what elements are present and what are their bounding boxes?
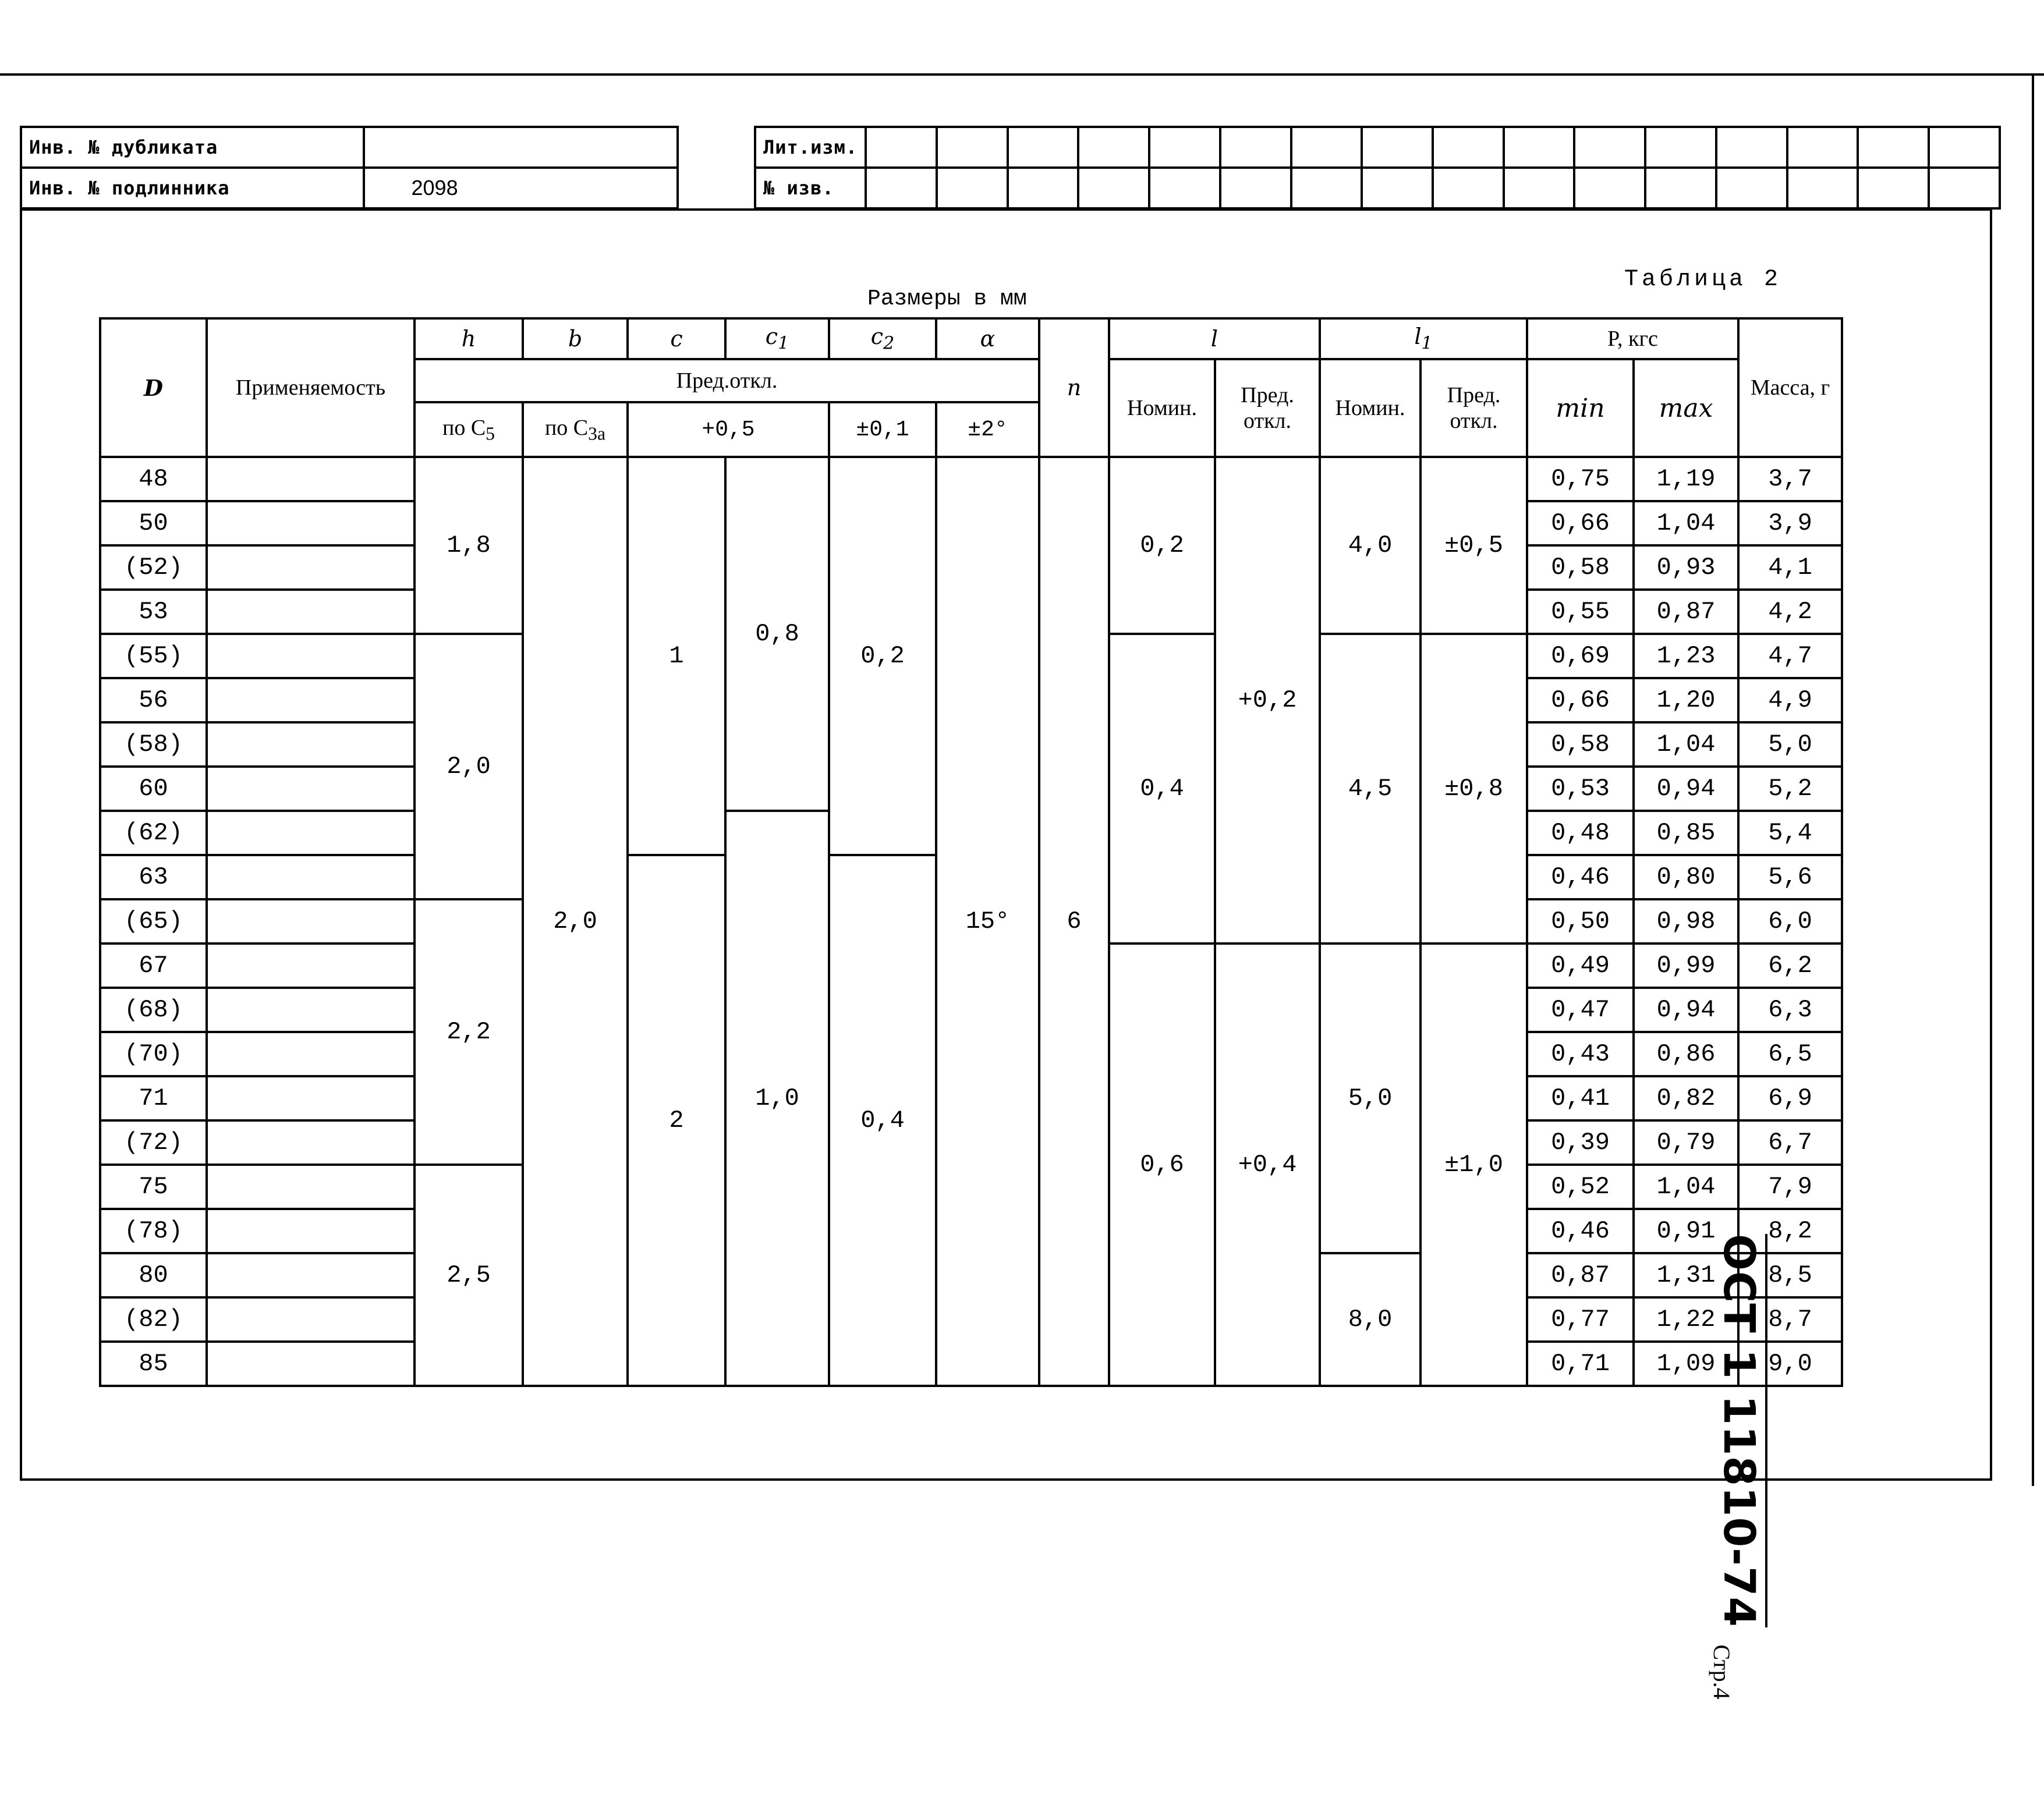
stamp-cell bbox=[1504, 168, 1575, 208]
stamp-cell bbox=[866, 168, 937, 208]
header-l-tol: Пред. откл. bbox=[1215, 359, 1320, 457]
cell-l1-tol: ±0,8 bbox=[1420, 634, 1527, 944]
table-caption: Таблица 2 bbox=[1624, 267, 1782, 293]
cell-p-max: 0,99 bbox=[1634, 944, 1738, 988]
cell-p-max: 1,31 bbox=[1634, 1253, 1738, 1297]
cell-D: 50 bbox=[100, 501, 207, 545]
cell-p-min: 0,87 bbox=[1527, 1253, 1634, 1297]
cell-applicability bbox=[207, 722, 415, 767]
cell-p-max: 1,09 bbox=[1634, 1342, 1738, 1386]
cell-D: 56 bbox=[100, 678, 207, 722]
stamp-cell bbox=[937, 127, 1008, 168]
header-P: P, кгс bbox=[1527, 318, 1738, 359]
cell-applicability bbox=[207, 634, 415, 678]
cell-p-min: 0,66 bbox=[1527, 678, 1634, 722]
cell-c1: 0,8 bbox=[725, 457, 829, 811]
stamp-cell bbox=[1504, 127, 1575, 168]
cell-applicability bbox=[207, 855, 415, 899]
cell-applicability bbox=[207, 545, 415, 590]
header-c2-tol: ±0,1 bbox=[829, 402, 936, 457]
cell-l-nom: 0,4 bbox=[1109, 634, 1215, 944]
cell-applicability bbox=[207, 1076, 415, 1120]
cell-p-min: 0,49 bbox=[1527, 944, 1634, 988]
cell-alpha: 15° bbox=[936, 457, 1039, 1386]
cell-mass: 6,9 bbox=[1738, 1076, 1842, 1120]
cell-l1-nom: 4,5 bbox=[1320, 634, 1420, 944]
cell-h: 2,0 bbox=[415, 634, 523, 899]
cell-mass: 4,2 bbox=[1738, 590, 1842, 634]
cell-applicability bbox=[207, 811, 415, 855]
dimensions-table bbox=[99, 317, 1843, 1387]
stamp-notice-label: № изв. bbox=[755, 168, 866, 208]
header-c: c bbox=[628, 318, 725, 359]
cell-p-max: 1,19 bbox=[1634, 457, 1738, 501]
stamp-cell bbox=[1220, 168, 1291, 208]
cell-applicability bbox=[207, 1209, 415, 1253]
header-b-tol-sub: 3а bbox=[588, 423, 606, 444]
header-l: l bbox=[1109, 318, 1320, 359]
header-c1 bbox=[725, 318, 829, 359]
cell-l-nom: 0,2 bbox=[1109, 457, 1215, 634]
header-c1-letter: c bbox=[765, 324, 778, 350]
cell-D: (55) bbox=[100, 634, 207, 678]
cell-mass: 4,1 bbox=[1738, 545, 1842, 590]
cell-mass: 5,6 bbox=[1738, 855, 1842, 899]
cell-mass: 6,5 bbox=[1738, 1032, 1842, 1076]
cell-p-max: 0,87 bbox=[1634, 590, 1738, 634]
stamp-change-letter-label: Лит.изм. bbox=[755, 127, 866, 168]
stamp-cell bbox=[1078, 127, 1149, 168]
header-p-min: min bbox=[1527, 359, 1634, 457]
cell-D: (68) bbox=[100, 988, 207, 1032]
cell-mass: 5,0 bbox=[1738, 722, 1842, 767]
header-c1-sub: 1 bbox=[778, 333, 789, 354]
stamp-cell bbox=[1929, 168, 2000, 208]
cell-p-max: 1,22 bbox=[1634, 1297, 1738, 1342]
stamp-cell bbox=[1929, 127, 2000, 168]
header-p-max: max bbox=[1634, 359, 1738, 457]
cell-applicability bbox=[207, 457, 415, 501]
cell-p-max: 0,94 bbox=[1634, 767, 1738, 811]
stamp-cell bbox=[1362, 127, 1433, 168]
cell-l1-nom: 8,0 bbox=[1320, 1253, 1420, 1386]
cell-D: (72) bbox=[100, 1120, 207, 1165]
header-b: b bbox=[523, 318, 628, 359]
cell-c: 2 bbox=[628, 855, 725, 1386]
cell-applicability bbox=[207, 1253, 415, 1297]
header-h-tol bbox=[415, 402, 523, 457]
stamp-cell bbox=[1716, 127, 1787, 168]
cell-p-max: 0,82 bbox=[1634, 1076, 1738, 1120]
cell-mass: 4,7 bbox=[1738, 634, 1842, 678]
stamp-cell bbox=[1787, 168, 1858, 208]
cell-mass: 8,7 bbox=[1738, 1297, 1842, 1342]
stamp-cell bbox=[1433, 127, 1504, 168]
stamp-cell bbox=[1787, 127, 1858, 168]
stamp-cell bbox=[1858, 127, 1929, 168]
header-l1-letter: l bbox=[1414, 324, 1422, 350]
cell-D: 60 bbox=[100, 767, 207, 811]
stamp-cell bbox=[866, 127, 937, 168]
cell-D: (78) bbox=[100, 1209, 207, 1253]
cell-mass: 7,9 bbox=[1738, 1165, 1842, 1209]
header-alpha: α bbox=[936, 318, 1039, 359]
stamp-cell bbox=[1291, 168, 1362, 208]
cell-applicability bbox=[207, 1120, 415, 1165]
cell-h: 2,2 bbox=[415, 899, 523, 1165]
cell-p-min: 0,41 bbox=[1527, 1076, 1634, 1120]
header-pred-otkl: Пред.откл. bbox=[415, 359, 1039, 402]
cell-c2: 0,2 bbox=[829, 457, 936, 855]
cell-D: (58) bbox=[100, 722, 207, 767]
cell-D: (70) bbox=[100, 1032, 207, 1076]
header-c2 bbox=[829, 318, 936, 359]
stamp-cell bbox=[1858, 168, 1929, 208]
cell-p-min: 0,71 bbox=[1527, 1342, 1634, 1386]
cell-n: 6 bbox=[1039, 457, 1109, 1386]
stamp-cell bbox=[1291, 127, 1362, 168]
cell-p-min: 0,47 bbox=[1527, 988, 1634, 1032]
cell-l1-tol: ±0,5 bbox=[1420, 457, 1527, 634]
inner-frame-left bbox=[20, 210, 22, 1481]
cell-mass: 6,3 bbox=[1738, 988, 1842, 1032]
cell-p-max: 0,94 bbox=[1634, 988, 1738, 1032]
stamp-cell bbox=[1149, 127, 1220, 168]
cell-p-min: 0,46 bbox=[1527, 855, 1634, 899]
cell-applicability bbox=[207, 1032, 415, 1076]
cell-l-nom: 0,6 bbox=[1109, 944, 1215, 1386]
header-l1-tol: Пред. откл. bbox=[1420, 359, 1527, 457]
cell-mass: 8,2 bbox=[1738, 1209, 1842, 1253]
cell-D: 67 bbox=[100, 944, 207, 988]
cell-applicability bbox=[207, 1297, 415, 1342]
header-h-tol-sub: 5 bbox=[486, 423, 495, 444]
cell-mass: 6,2 bbox=[1738, 944, 1842, 988]
cell-mass: 3,7 bbox=[1738, 457, 1842, 501]
cell-p-min: 0,50 bbox=[1527, 899, 1634, 944]
header-h: h bbox=[415, 318, 523, 359]
cell-c1: 1,0 bbox=[725, 811, 829, 1386]
cell-p-min: 0,48 bbox=[1527, 811, 1634, 855]
header-b-tol-text: по С bbox=[544, 415, 589, 440]
cell-p-min: 0,53 bbox=[1527, 767, 1634, 811]
stamp-cell bbox=[1574, 168, 1645, 208]
cell-l1-tol: ±1,0 bbox=[1420, 944, 1527, 1386]
stamp-cell bbox=[1645, 127, 1716, 168]
cell-p-max: 1,20 bbox=[1634, 678, 1738, 722]
stamp-cell bbox=[1008, 127, 1079, 168]
cell-p-max: 1,04 bbox=[1634, 501, 1738, 545]
cell-applicability bbox=[207, 501, 415, 545]
cell-applicability bbox=[207, 1165, 415, 1209]
cell-D: 63 bbox=[100, 855, 207, 899]
cell-mass: 6,7 bbox=[1738, 1120, 1842, 1165]
cell-l-tol: +0,2 bbox=[1215, 457, 1320, 944]
cell-mass: 6,0 bbox=[1738, 899, 1842, 944]
stamp-cell bbox=[1149, 168, 1220, 208]
header-l1-sub: 1 bbox=[1421, 333, 1433, 354]
cell-applicability bbox=[207, 1342, 415, 1386]
cell-p-min: 0,46 bbox=[1527, 1209, 1634, 1253]
header-l1 bbox=[1320, 318, 1527, 359]
cell-p-min: 0,43 bbox=[1527, 1032, 1634, 1076]
cell-p-min: 0,66 bbox=[1527, 501, 1634, 545]
cell-applicability bbox=[207, 590, 415, 634]
stamp-cell bbox=[1008, 168, 1079, 208]
top-border-line bbox=[0, 73, 2044, 76]
cell-applicability bbox=[207, 767, 415, 811]
header-c-tol: +0,5 bbox=[628, 402, 829, 457]
header-c2-letter: c bbox=[870, 324, 884, 350]
header-b-tol bbox=[523, 402, 628, 457]
cell-p-min: 0,75 bbox=[1527, 457, 1634, 501]
cell-D: 48 bbox=[100, 457, 207, 501]
cell-p-max: 0,80 bbox=[1634, 855, 1738, 899]
stamp-cell bbox=[1433, 168, 1504, 208]
cell-mass: 9,0 bbox=[1738, 1342, 1842, 1386]
cell-D: (52) bbox=[100, 545, 207, 590]
cell-p-min: 0,52 bbox=[1527, 1165, 1634, 1209]
cell-p-max: 0,98 bbox=[1634, 899, 1738, 944]
cell-mass: 4,9 bbox=[1738, 678, 1842, 722]
cell-p-min: 0,39 bbox=[1527, 1120, 1634, 1165]
cell-b: 2,0 bbox=[523, 457, 628, 1386]
stamp-cell bbox=[1574, 127, 1645, 168]
cell-D: (82) bbox=[100, 1297, 207, 1342]
stamp-cell bbox=[1220, 127, 1291, 168]
stamp-duplicate-label: Инв. № дубликата bbox=[21, 127, 364, 168]
cell-mass: 5,2 bbox=[1738, 767, 1842, 811]
cell-p-max: 0,85 bbox=[1634, 811, 1738, 855]
header-alpha-tol: ±2° bbox=[936, 402, 1039, 457]
cell-p-min: 0,77 bbox=[1527, 1297, 1634, 1342]
cell-mass: 5,4 bbox=[1738, 811, 1842, 855]
cell-p-max: 0,93 bbox=[1634, 545, 1738, 590]
cell-applicability bbox=[207, 678, 415, 722]
units-note: Размеры в мм bbox=[867, 286, 1027, 311]
cell-D: 71 bbox=[100, 1076, 207, 1120]
stamp-cell bbox=[1716, 168, 1787, 208]
header-n: n bbox=[1039, 318, 1109, 457]
header-l1-nom: Номин. bbox=[1320, 359, 1420, 457]
inner-frame-bottom bbox=[20, 1478, 1991, 1481]
cell-p-max: 0,79 bbox=[1634, 1120, 1738, 1165]
cell-applicability bbox=[207, 944, 415, 988]
page-number: Стр.4 bbox=[1709, 1644, 1735, 1700]
cell-p-max: 0,86 bbox=[1634, 1032, 1738, 1076]
cell-h: 2,5 bbox=[415, 1165, 523, 1386]
table-row bbox=[100, 457, 1842, 501]
inner-frame-right bbox=[1990, 210, 1992, 1481]
right-border-line bbox=[2032, 73, 2034, 1486]
header-mass: Масса, г bbox=[1738, 318, 1842, 457]
header-applicability: Применяемость bbox=[207, 318, 415, 457]
cell-applicability bbox=[207, 899, 415, 944]
cell-c2: 0,4 bbox=[829, 855, 936, 1386]
cell-D: 53 bbox=[100, 590, 207, 634]
stamp-cell bbox=[937, 168, 1008, 208]
cell-D: (65) bbox=[100, 899, 207, 944]
header-c2-sub: 2 bbox=[883, 333, 895, 354]
cell-p-min: 0,55 bbox=[1527, 590, 1634, 634]
cell-p-min: 0,58 bbox=[1527, 545, 1634, 590]
cell-p-max: 1,04 bbox=[1634, 1165, 1738, 1209]
cell-h: 1,8 bbox=[415, 457, 523, 634]
cell-p-max: 0,91 bbox=[1634, 1209, 1738, 1253]
cell-l1-nom: 4,0 bbox=[1320, 457, 1420, 634]
stamp-cell bbox=[1362, 168, 1433, 208]
cell-D: 75 bbox=[100, 1165, 207, 1209]
cell-p-min: 0,69 bbox=[1527, 634, 1634, 678]
stamp-cell bbox=[1645, 168, 1716, 208]
cell-p-max: 1,04 bbox=[1634, 722, 1738, 767]
stamp-left bbox=[20, 126, 679, 210]
cell-mass: 8,5 bbox=[1738, 1253, 1842, 1297]
stamp-original-value: 2098 bbox=[364, 168, 678, 208]
stamp-cell bbox=[1078, 168, 1149, 208]
cell-mass: 3,9 bbox=[1738, 501, 1842, 545]
stamp-right bbox=[754, 126, 2001, 210]
cell-l-tol: +0,4 bbox=[1215, 944, 1320, 1386]
header-h-tol-text: по С bbox=[442, 415, 486, 440]
cell-c: 1 bbox=[628, 457, 725, 855]
cell-D: 85 bbox=[100, 1342, 207, 1386]
stamp-original-label: Инв. № подлинника bbox=[21, 168, 364, 208]
header-l-nom: Номин. bbox=[1109, 359, 1215, 457]
standard-number: ОСТ 1 11810-74 bbox=[1714, 1234, 1767, 1627]
cell-p-max: 1,23 bbox=[1634, 634, 1738, 678]
cell-D: (62) bbox=[100, 811, 207, 855]
cell-l1-nom: 5,0 bbox=[1320, 944, 1420, 1253]
cell-D: 80 bbox=[100, 1253, 207, 1297]
cell-p-min: 0,58 bbox=[1527, 722, 1634, 767]
header-D: D bbox=[100, 318, 207, 457]
stamp-duplicate-value bbox=[364, 127, 678, 168]
cell-applicability bbox=[207, 988, 415, 1032]
